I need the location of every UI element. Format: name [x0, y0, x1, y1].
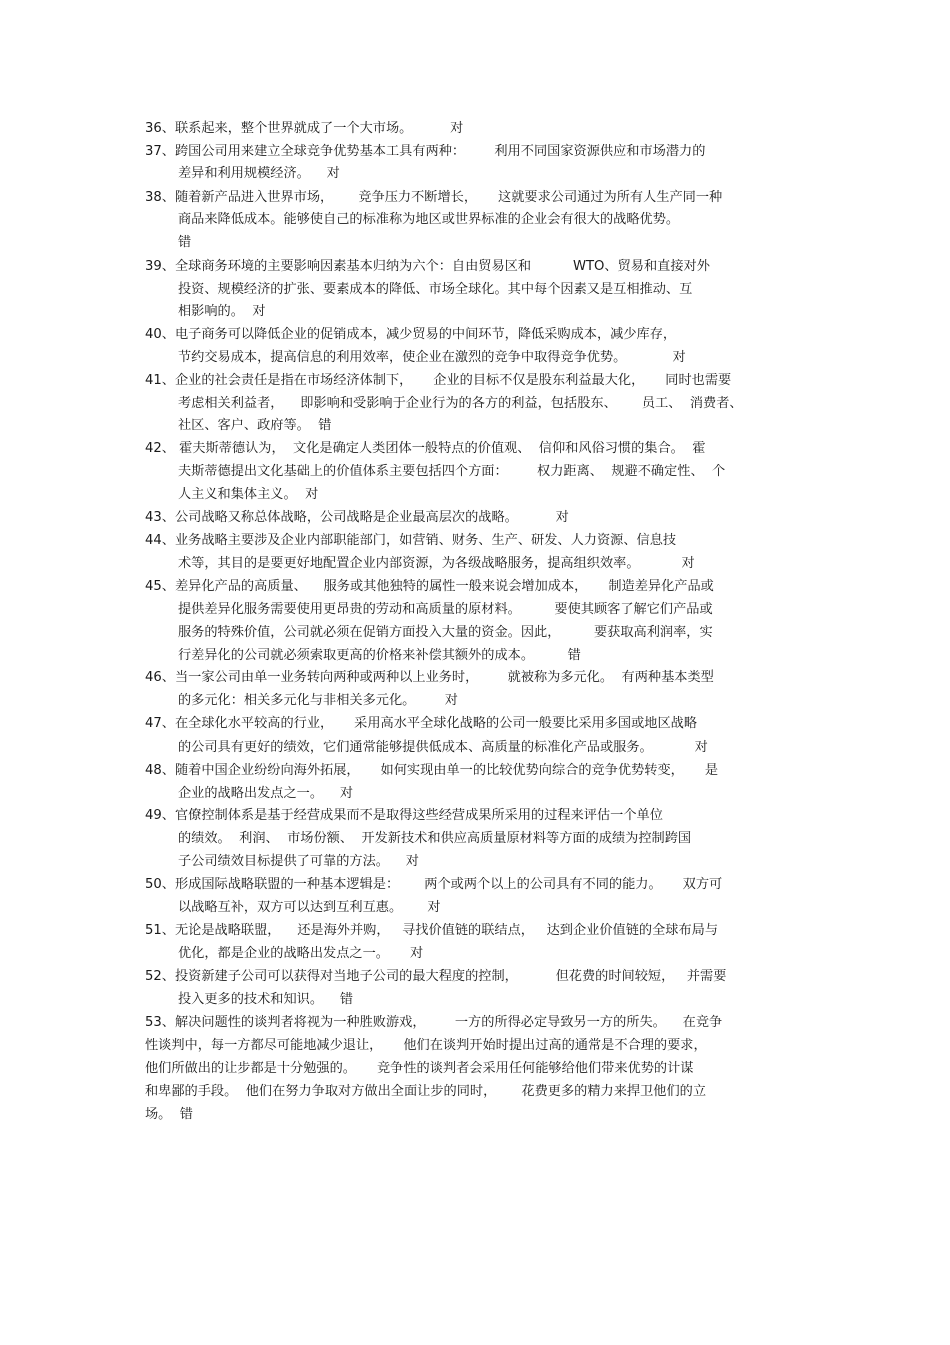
question-52: 52、投资新建子公司可以获得对当地子公司的最大程度的控制， 但花费的时间较短， 并需要 — [145, 969, 727, 984]
question-43: 43、公司战略又称总体战略，公司战略是企业最高层次的战略。 对 — [145, 510, 569, 525]
question-44-line-2: 术等，其目的是要更好地配置企业内部资源，为各级战略服务，提高组织效率。 对 — [178, 556, 695, 571]
question-40-line-2: 节约交易成本，提高信息的利用效率，使企业在激烈的竞争中取得竞争优势。 对 — [178, 350, 686, 365]
question-53-line-2: 性谈判中，每一方都尽可能地减少退让， 他们在谈判开始时提出过高的通常是不合理的要求， — [145, 1038, 707, 1053]
question-50-line-2: 以战略互补，双方可以达到互利互惠。 对 — [178, 900, 441, 915]
question-53-line-4: 和卑鄙的手段。 他们在努力争取对方做出全面让步的同时， 花费更多的精力来捍卫他们的立 — [145, 1084, 707, 1099]
question-48-line-2: 企业的战略出发点之一。 对 — [178, 786, 354, 801]
question-39-line-2: 投资、规模经济的扩张、要素成本的降低、市场全球化。其中每个因素又是互相推动、互 — [178, 282, 693, 297]
question-42: 42、 霍夫斯蒂德认为， 文化是确定人类团体一般特点的价值观、 信仰和风俗习惯的集合。 霍 — [145, 441, 706, 456]
question-47: 47、在全球化水平较高的行业， 采用高水平全球化战略的公司一般要比采用多国或地区战略 — [145, 716, 698, 731]
question-41-line-2: 考虑相关利益者， 即影响和受影响于企业行为的各方的利益，包括股东、 员工、 消费者、 — [178, 396, 743, 411]
question-38-line-2: 商品来降低成本。能够使自己的标准称为地区或世界标准的企业会有很大的战略优势。 — [178, 212, 680, 227]
question-42-line-3: 人主义和集体主义。 对 — [178, 487, 319, 502]
question-53-line-5: 场。 错 — [145, 1107, 193, 1122]
question-47-line-2: 的公司具有更好的绩效，它们通常能够提供低成本、高质量的标准化产品或服务。 对 — [178, 740, 708, 755]
question-38-line-3: 错 — [178, 235, 192, 250]
question-51-line-2: 优化，都是企业的战略出发点之一。 对 — [178, 946, 424, 961]
question-45-line-4: 行差异化的公司就必须索取更高的价格来补偿其额外的成本。 错 — [178, 648, 581, 663]
question-53-line-3: 他们所做出的让步都是十分勉强的。 竞争性的谈判者会采用任何能够给他们带来优势的计谋 — [145, 1061, 694, 1076]
question-46: 46、当一家公司由单一业务转向两种或两种以上业务时， 就被称为多元化。 有两种基本类型 — [145, 670, 714, 685]
question-51: 51、无论是战略联盟， 还是海外并购， 寻找价值链的联结点， 达到企业价值链的全球布局与 — [145, 923, 719, 938]
question-36: 36、联系起来，整个世界就成了一个大市场。 对 — [145, 121, 464, 136]
question-50: 50、形成国际战略联盟的一种基本逻辑是： 两个或两个以上的公司具有不同的能力。 双方可 — [145, 877, 723, 892]
question-44: 44、业务战略主要涉及企业内部职能部门，如营销、财务、生产、研发、人力资源、信息技 — [145, 533, 677, 548]
question-41: 41、企业的社会责任是指在市场经济体制下， 企业的目标不仅是股东利益最大化， 同时也需要 — [145, 373, 732, 388]
question-42-line-2: 夫斯蒂德提出文化基础上的价值体系主要包括四个方面： 权力距离、 规避不确定性、 个 — [178, 464, 726, 479]
question-53: 53、解决问题性的谈判者将视为一种胜败游戏， 一方的所得必定导致另一方的所失。 在竞争 — [145, 1015, 723, 1030]
question-52-line-2: 投入更多的技术和知识。 错 — [178, 992, 354, 1007]
question-48: 48、随着中国企业纷纷向海外拓展， 如何实现由单一的比较优势向综合的竞争优势转变， 是 — [145, 763, 719, 778]
question-39-line-3: 相影响的。 对 — [178, 304, 266, 319]
question-37-line-2: 差异和利用规模经济。 对 — [178, 166, 340, 181]
question-46-line-2: 的多元化：相关多元化与非相关多元化。 对 — [178, 693, 458, 708]
question-45: 45、差异化产品的高质量、 服务或其他独特的属性一般来说会增加成本， 制造差异化产品或 — [145, 579, 714, 594]
question-38: 38、随着新产品进入世界市场， 竞争压力不断增长， 这就要求公司通过为所有人生产同一种 — [145, 190, 723, 205]
question-45-line-3: 服务的特殊价值，公司就必须在促销方面投入大量的资金。因此， 要获取高利润率，实 — [178, 625, 713, 640]
question-37: 37、跨国公司用来建立全球竞争优势基本工具有两种： 利用不同国家资源供应和市场潜力的 — [145, 144, 706, 159]
question-49-line-2: 的绩效。 利润、 市场份额、 开发新技术和供应高质量原材料等方面的成绩为控制跨国 — [178, 831, 692, 846]
question-41-line-3: 社区、客户、政府等。 错 — [178, 418, 332, 433]
question-49: 49、官僚控制体系是基于经营成果而不是取得这些经营成果所采用的过程来评估一个单位 — [145, 808, 663, 823]
question-49-line-3: 子公司绩效目标提供了可靠的方法。 对 — [178, 854, 419, 869]
question-39: 39、全球商务环境的主要影响因素基本归纳为六个：自由贸易区和 WTO、贸易和直接对外 — [145, 259, 710, 274]
question-40: 40、电子商务可以降低企业的促销成本，减少贸易的中间环节，降低采购成本，减少库存， — [145, 327, 677, 342]
question-45-line-2: 提供差异化服务需要使用更昂贵的劳动和高质量的原材料。 要使其顾客了解它们产品或 — [178, 602, 713, 617]
